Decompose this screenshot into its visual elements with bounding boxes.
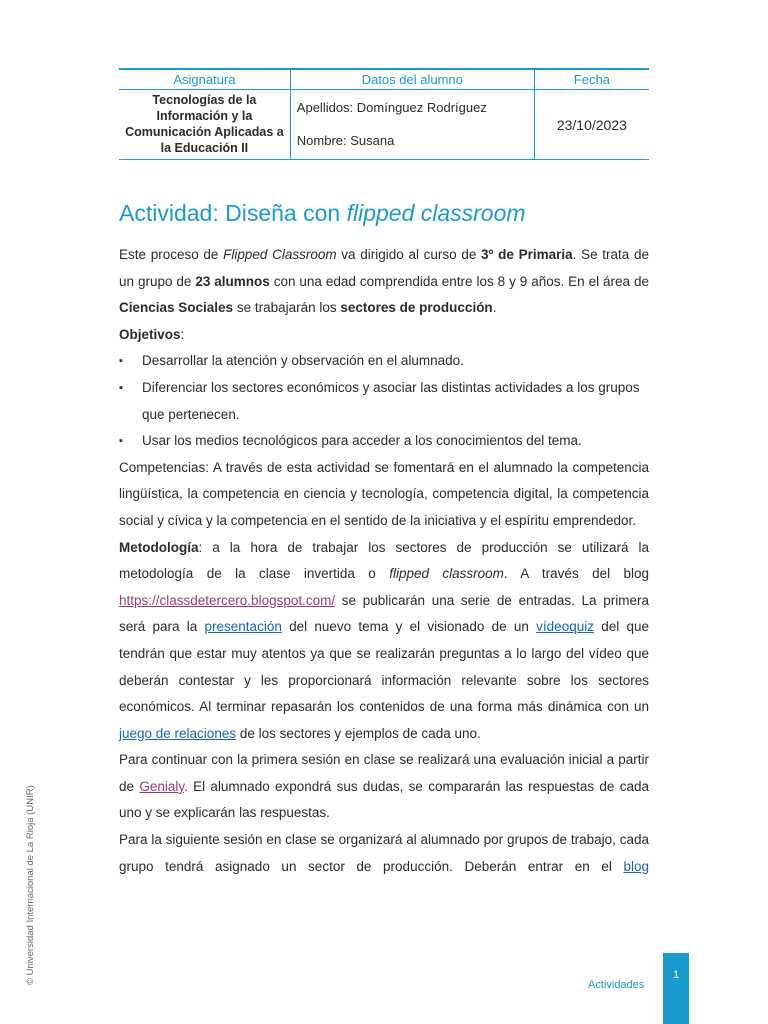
metodologia-text: se publicarán una serie de entradas. La primera será para la <box>119 592 649 635</box>
presentacion-link[interactable]: presentación <box>204 619 282 635</box>
metodologia-text: de los sectores y ejemplos de cada uno. <box>236 725 481 741</box>
header-col-date: Fecha <box>534 69 649 90</box>
metodologia-text: del que tendrán que estar muy atentos ya que se realizarán preguntas a lo largo del vídeo que deberán contestar y les proporcionará información relevante sobre los sectores económicos. Al terminar repasarán los contenidos de una forma más dinámica con un <box>119 619 649 715</box>
header-table <box>119 68 649 160</box>
objectives-label: Objetivos <box>119 326 181 342</box>
list-item: ▪ Desarrollar la atención y observación en el alumnado. <box>119 348 649 375</box>
title-italic: flipped classroom <box>346 200 526 226</box>
intro-text: va dirigido al curso de <box>336 247 482 262</box>
evaluation-text: Para continuar con la primera sesión en clase se realizará una evaluación inicial a partir de <box>119 752 649 794</box>
date-cell: 23/10/2023 <box>534 90 649 160</box>
blog-link[interactable]: blog <box>623 858 649 874</box>
student-surnames: Apellidos: Domínguez Rodríguez <box>296 100 487 115</box>
metodologia-label: Metodología <box>119 539 199 555</box>
page-number: 1 <box>672 969 680 981</box>
header-col-student: Datos del alumno <box>290 69 534 90</box>
juego-relaciones-link[interactable]: juego de relaciones <box>119 725 237 741</box>
intro-paragraph <box>119 242 649 322</box>
intro-italic: Flipped Classroom <box>223 247 337 262</box>
blog-url-link[interactable]: https://classdetercero.blogspot.com/ <box>119 592 336 608</box>
metodologia-text: del nuevo tema y el visionado de un <box>281 619 537 635</box>
title-prefix: Actividad: Diseña con <box>119 200 347 226</box>
subject-cell: Tecnologías de la Información y la Comunicación Aplicadas a la Educación II <box>119 90 290 160</box>
document-body <box>119 242 649 880</box>
footer-section-label: Actividades <box>588 979 645 991</box>
intro-text: con una edad comprendida entre los 8 y 9 años. En el área de <box>269 273 649 289</box>
objectives-colon: : <box>180 326 185 342</box>
evaluation-text: . El alumnado expondrá sus dudas, se compararán las respuestas de cada uno y se explicarán las respuestas. <box>119 778 649 821</box>
metodologia-text: . A través del blog <box>503 566 650 582</box>
competencias-paragraph: Competencias: A través de esta actividad se fomentará en el alumnado la competencia lingüística, la competencia en ciencia y tecnología, competencia digital, la competencia social y cívica y la competencia en el sentido de la iniciativa y el espíritu emprendedor. <box>119 459 649 528</box>
objectives-list <box>119 348 649 454</box>
objectives-heading <box>119 322 649 349</box>
intro-text: se trabajarán los <box>233 300 341 316</box>
intro-text: . <box>492 300 497 316</box>
copyright-text: © Universidad Internacional de La Rioja (UNIR) <box>25 785 36 985</box>
list-item: ▪ Usar los medios tecnológicos para acceder a los conocimientos del tema. <box>119 428 649 455</box>
videoquiz-link[interactable]: vídeoquiz <box>536 619 594 635</box>
list-item: ▪ Diferenciar los sectores económicos y asociar las distintas actividades a los grupos que pertenecen. <box>119 375 649 428</box>
page-number-box <box>663 953 689 1024</box>
intro-bold: 3º de Primaria <box>481 247 573 262</box>
intro-bold: sectores de producción <box>340 300 493 316</box>
intro-bold: 23 alumnos <box>195 273 270 289</box>
intro-bold: Ciencias Sociales <box>119 300 234 316</box>
groups-paragraph <box>119 827 649 880</box>
intro-text: Este proceso de <box>119 247 224 262</box>
metodologia-paragraph <box>119 535 649 748</box>
intro-text: . Se trata de un grupo de <box>119 247 650 289</box>
genialy-link[interactable]: Genialy <box>139 778 185 794</box>
student-cell <box>290 90 534 160</box>
student-name: Nombre: Susana <box>296 133 395 148</box>
metodologia-text: : a la hora de trabajar los sectores de producción se utilizará la metodología de la clase invertida o <box>119 539 649 582</box>
header-col-subject: Asignatura <box>119 69 290 90</box>
evaluation-paragraph <box>119 747 649 827</box>
activity-title <box>119 200 526 227</box>
metodologia-italic: flipped classroom <box>389 566 504 582</box>
groups-text: Para la siguiente sesión en clase se organizará al alumnado por grupos de trabajo, cada grupo tendrá asignado un sector de producción. Deberán entrar en el <box>119 832 649 874</box>
